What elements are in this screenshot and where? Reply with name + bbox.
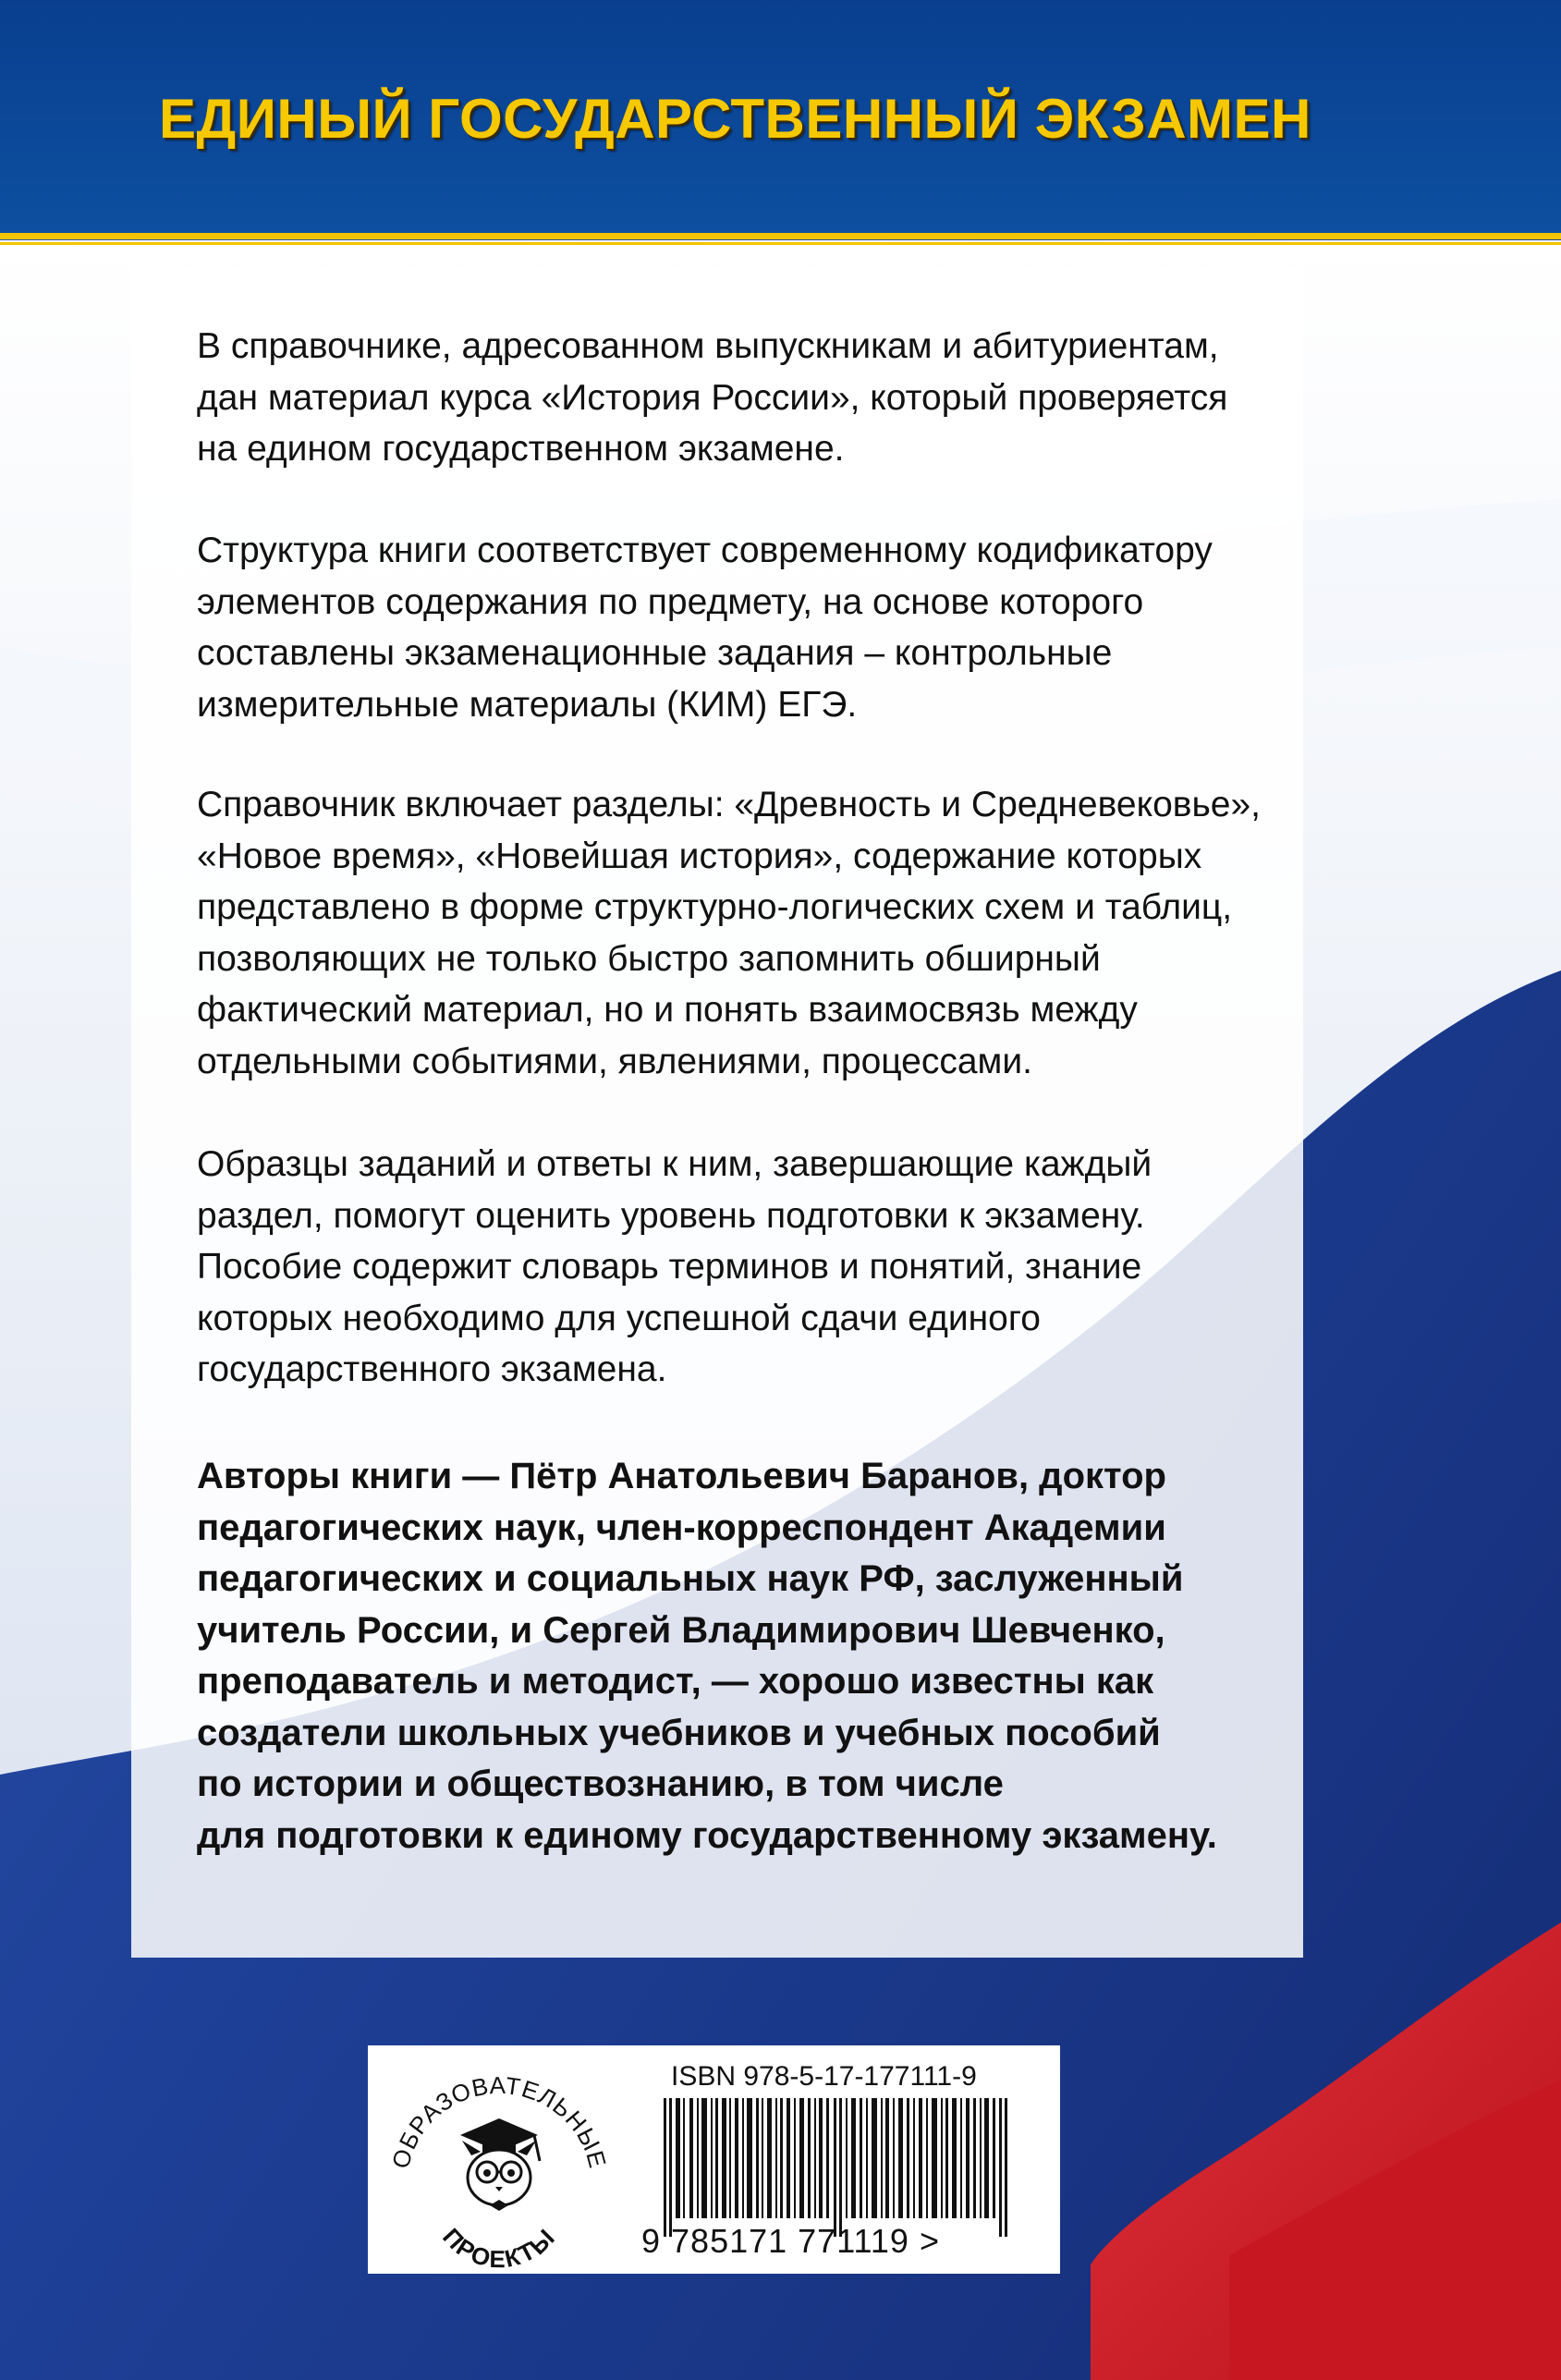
text-line: составлены экзаменационные задания – контрольные [197, 633, 1113, 673]
text-line: В справочнике, адресованном выпускникам и абитуриентам, [197, 326, 1219, 366]
text-line: представлено в форме структурно-логических схем и таблиц, [197, 887, 1233, 927]
paragraph-samples [197, 1139, 1278, 1396]
text-line: государственного экзамена. [197, 1349, 667, 1389]
text-line: педагогических и социальных наук РФ, заслуженный [197, 1558, 1184, 1599]
text-line: позволяющих не только быстро запомнить обширный [197, 938, 1101, 979]
text-line: которых необходимо для успешной сдачи единого [197, 1298, 1041, 1338]
text-line: Авторы книги — Пётр Анатольевич Баранов, доктор [197, 1456, 1166, 1496]
series-title: ЕДИНЫЙ ГОСУДАРСТВЕННЫЙ ЭКЗАМЕН [159, 88, 1311, 150]
barcode [664, 2098, 1038, 2237]
paragraph-intro [197, 321, 1278, 475]
text-line: Пособие содержит словарь терминов и понятий, знание [197, 1247, 1142, 1287]
header-gold-stripe [0, 233, 1561, 239]
text-line: дан материал курса «История России», который проверяется [197, 377, 1228, 418]
paragraph-sections [197, 779, 1278, 1087]
header-gold-stripe-thin [0, 242, 1561, 245]
text-line: преподаватель и методист, — хорошо известны как [197, 1661, 1154, 1702]
svg-text:ПРОЕКТЫ [437, 2222, 561, 2272]
text-line: Образцы заданий и ответы к ним, завершающие каждый [197, 1144, 1152, 1184]
paragraph-authors [197, 1451, 1278, 1861]
text-line: измерительные материалы (КИМ) ЕГЭ. [197, 684, 858, 725]
isbn-label: ISBN 978-5-17-177111-9 [671, 2061, 977, 2092]
text-line: педагогических наук, член-корреспондент Академии [197, 1507, 1166, 1548]
text-line: «Новое время», «Новейшая история», содержание которых [197, 836, 1202, 876]
text-line: для подготовки к единому государственному экзамену. [197, 1814, 1217, 1856]
logo-arc-text-bottom: ПРОЕКТЫ [437, 2222, 561, 2272]
text-line: фактический материал, но и понять взаимосвязь между [197, 990, 1138, 1030]
barcode-digits: 9 785171 771119 > [641, 2222, 940, 2260]
publisher-logo [370, 2047, 628, 2272]
text-line: учитель России, и Сергей Владимирович Шевченко, [197, 1609, 1165, 1651]
text-line: элементов содержания по предмету, на основе которого [197, 581, 1144, 622]
paragraph-structure [197, 525, 1278, 730]
text-line: отдельными событиями, явлениями, процессами. [197, 1041, 1032, 1081]
text-line: на едином государственном экзамене. [197, 429, 845, 469]
text-line: Справочник включает разделы: «Древность и Средневековье», [197, 785, 1262, 824]
owl-graduate-cat-icon [460, 2118, 540, 2211]
text-line: по истории и обществознанию, в том числе [197, 1764, 1004, 1804]
text-line: раздел, помогут оценить уровень подготовки к экзамену. [197, 1195, 1145, 1236]
text-line: создатели школьных учебников и учебных пособий [197, 1712, 1161, 1753]
text-line: Структура книги соответствует современному кодификатору [197, 531, 1213, 570]
logo-arc-text-top: ОБРАЗОВАТЕЛЬНЫЕ [385, 2070, 613, 2172]
